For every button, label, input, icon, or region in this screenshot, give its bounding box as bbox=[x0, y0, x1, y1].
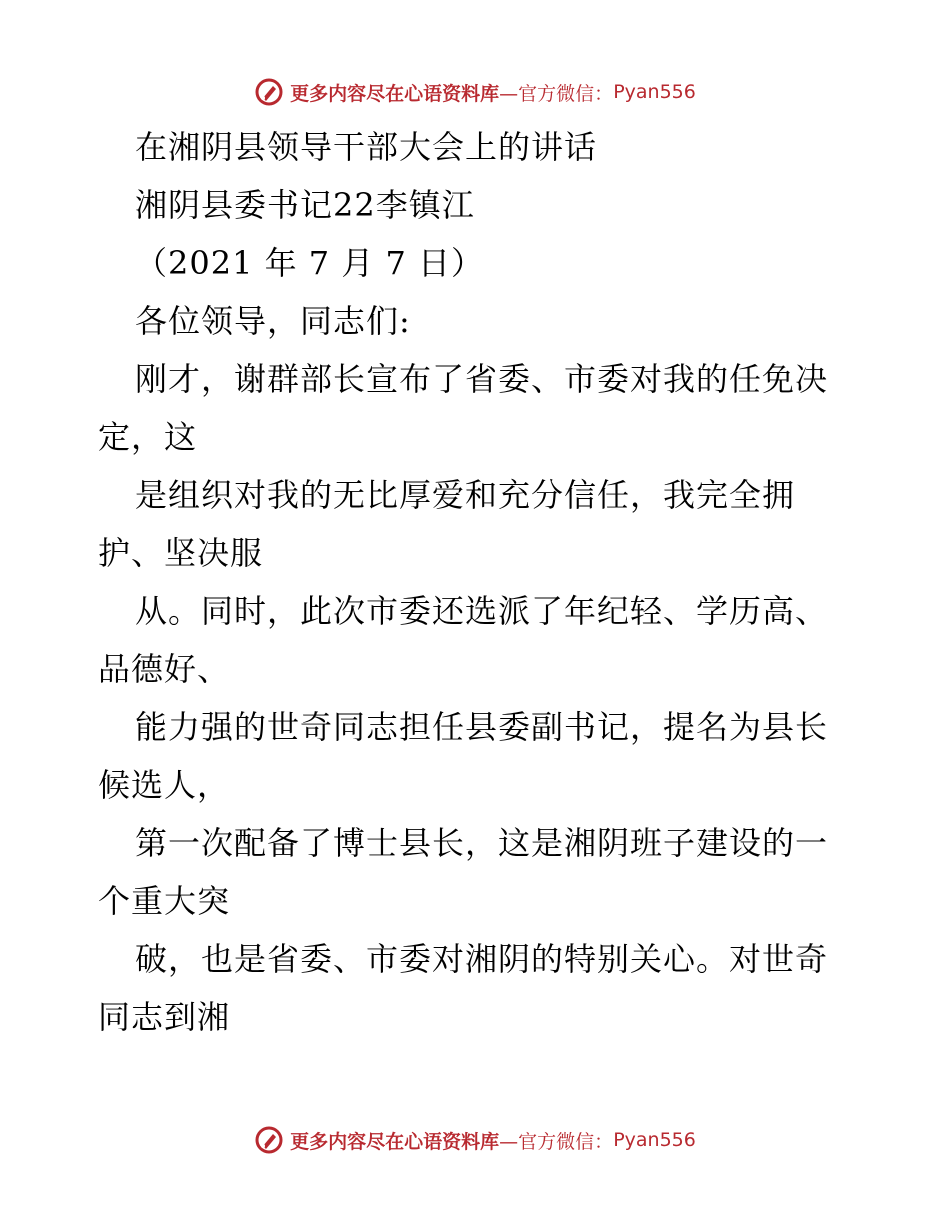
body-line: 护、坚决服 bbox=[98, 534, 264, 572]
body-line: 品德好、 bbox=[98, 650, 231, 688]
pen-logo-icon bbox=[254, 1125, 284, 1155]
body-line: 个重大突 bbox=[98, 882, 231, 920]
footer-watermark bbox=[0, 1120, 950, 1160]
watermark-text: 更多内容尽在心语资料库 bbox=[290, 1130, 500, 1153]
body-line: 刚才，谢群部长宣布了省委、市委对我的任免决 bbox=[135, 360, 829, 398]
document-title: 在湘阴县领导干部大会上的讲话 bbox=[135, 128, 598, 166]
body-line: 破，也是省委、市委对湘阴的特别关心。对世奇 bbox=[135, 940, 829, 978]
watermark-wechat-id: Pyan556 bbox=[613, 1129, 696, 1151]
watermark-separator: —官方微信： bbox=[499, 82, 614, 105]
document-date: （2021 年 7 月 7 日） bbox=[135, 244, 485, 282]
watermark-wechat-id: Pyan556 bbox=[613, 81, 696, 103]
body-line: 从。同时，此次市委还选派了年纪轻、学历高、 bbox=[135, 592, 829, 630]
watermark-separator: —官方微信： bbox=[499, 1130, 614, 1153]
document-author: 湘阴县委书记22李镇江 bbox=[135, 186, 475, 224]
body-line: 第一次配备了博士县长，这是湘阴班子建设的一 bbox=[135, 824, 829, 862]
body-line: 候选人， bbox=[98, 766, 231, 804]
body-line: 定，这 bbox=[98, 418, 198, 456]
body-line: 是组织对我的无比厚爱和充分信任，我完全拥 bbox=[135, 476, 796, 514]
body-line: 能力强的世奇同志担任县委副书记，提名为县长 bbox=[135, 708, 829, 746]
pen-logo-icon bbox=[254, 77, 284, 107]
body-line: 同志到湘 bbox=[98, 998, 231, 1036]
watermark-text: 更多内容尽在心语资料库 bbox=[290, 82, 500, 105]
salutation: 各位领导，同志们: bbox=[135, 302, 411, 340]
header-watermark bbox=[0, 72, 950, 112]
